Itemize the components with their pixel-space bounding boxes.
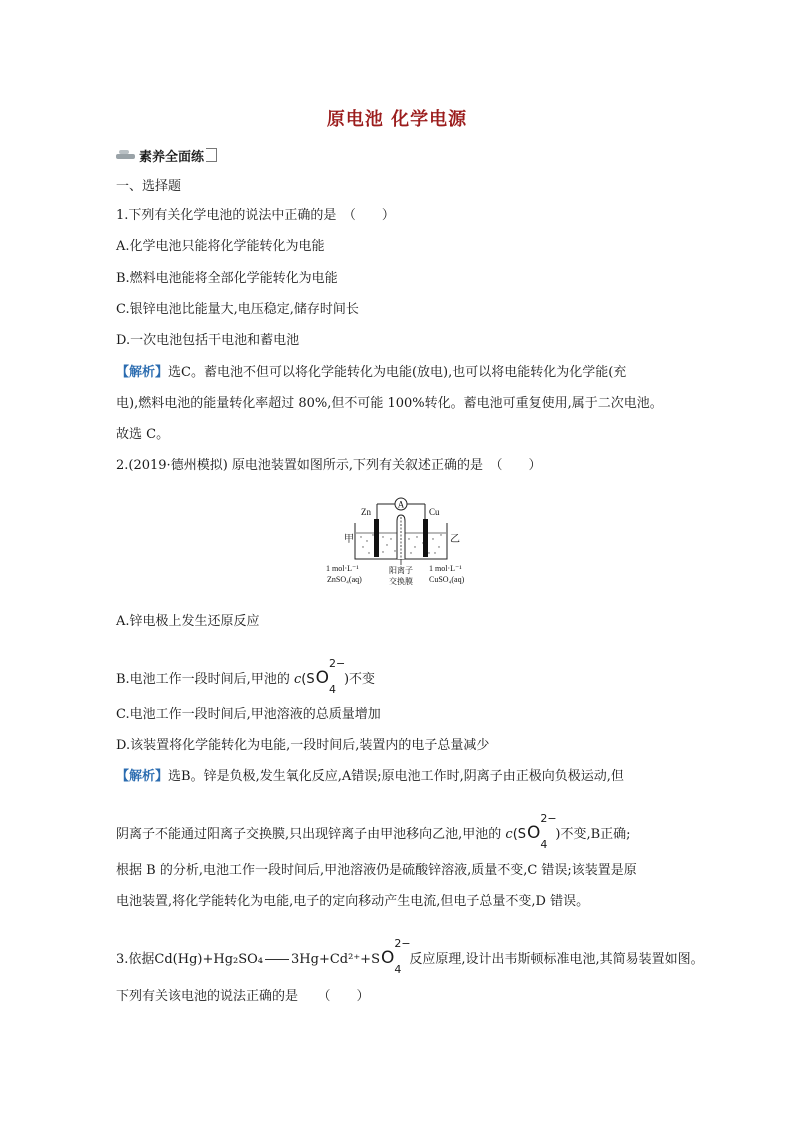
sulfate-ion: O 2− 4 bbox=[527, 812, 557, 851]
right-concentration: 1 mol·L⁻¹ bbox=[429, 564, 462, 573]
tag-bracket-icon bbox=[206, 148, 217, 162]
q1-option-d: D.一次电池包括干电池和蓄电池 bbox=[116, 333, 300, 348]
q3-stem-end: 反应原理,设计出韦斯顿标准电池,其简易装置如图。 bbox=[409, 952, 704, 967]
galvanic-cell-figure bbox=[325, 495, 473, 593]
q2-analysis-line-4: 电池装置,将化学能转化为电能,电子的定向移动产生电流,但电子总量不变,D 错误。 bbox=[116, 894, 590, 909]
q2-option-d: D.该装置将化学能转化为电能,一段时间后,装置内的电子总量减少 bbox=[116, 738, 490, 753]
q1-option-c: C.银锌电池比能量大,电压稳定,储存时间长 bbox=[116, 302, 359, 317]
sulfate-ion: O 2− 4 bbox=[380, 937, 411, 976]
q2-stem: 2.(2019·德州模拟) 原电池装置如图所示,下列有关叙述正确的是 （ ） bbox=[116, 458, 542, 473]
q1-analysis-line-1 bbox=[116, 364, 626, 382]
page-title: 原电池 化学电源 bbox=[326, 109, 468, 130]
analysis-label: 【解析】 bbox=[116, 365, 169, 380]
analysis-text: 选B。锌是负极,发生氧化反应,A错误;原电池工作时,阴离子由正极向负极运动,但 bbox=[168, 769, 624, 784]
q1-analysis-line-2: 电),燃料电池的能量转化率超过 80%,但不可能 100%转化。蓄电池可重复使用,属于二次电池。 bbox=[116, 396, 663, 411]
cell-jia-label: 甲 bbox=[344, 534, 354, 545]
q2-analysis-line-1 bbox=[116, 768, 624, 786]
q2-analysis-line-3: 根据 B 的分析,电池工作一段时间后,甲池溶液仍是硫酸锌溶液,质量不变,C 错误;该装置是原 bbox=[116, 863, 637, 878]
left-solution: ZnSO₄(aq) bbox=[327, 575, 362, 584]
section-tag-label: 素养全面练 bbox=[139, 149, 205, 165]
q2-option-c: C.电池工作一段时间后,甲池溶液的总质量增加 bbox=[116, 707, 381, 722]
zn-label: Zn bbox=[361, 507, 371, 517]
section-heading: 一、选择题 bbox=[116, 179, 182, 194]
cu-label: Cu bbox=[429, 507, 440, 517]
analysis-label: 【解析】 bbox=[116, 769, 169, 784]
q2-option-b-end: )不变 bbox=[343, 672, 376, 687]
pencil-book-icon bbox=[116, 149, 136, 161]
q2-analysis-line-2 bbox=[116, 812, 631, 851]
cell-yi-label: 乙 bbox=[450, 534, 460, 545]
membrane-label-2: 交换膜 bbox=[389, 577, 413, 586]
analysis-text: 选C。蓄电池不但可以将化学能转化为电能(放电),也可以将电能转化为化学能(充 bbox=[168, 365, 627, 380]
membrane-label-1: 阳离子 bbox=[389, 566, 413, 575]
q1-analysis-line-3: 故选 C。 bbox=[116, 427, 170, 442]
analysis-text-end: )不变,B正确; bbox=[555, 827, 631, 842]
q1-stem: 1.下列有关化学电池的说法中正确的是 （ ） bbox=[116, 208, 395, 223]
equation-equals-line bbox=[265, 959, 289, 960]
sulfate-prefix: (S bbox=[301, 672, 315, 687]
section-tag bbox=[116, 147, 217, 163]
sulfate-prefix: (S bbox=[512, 827, 527, 842]
analysis-text: 阴离子不能通过阳离子交换膜,只出现锌离子由甲池移向乙池,甲池的 bbox=[116, 827, 502, 842]
sulfate-ion: O 2− 4 bbox=[315, 657, 346, 696]
left-concentration: 1 mol·L⁻¹ bbox=[326, 564, 359, 573]
q3-products: 3Hg+Cd²⁺+S bbox=[291, 952, 380, 967]
q2-option-b-text: B.电池工作一段时间后,甲池的 bbox=[116, 672, 290, 687]
q3-stem-line-2: 下列有关该电池的说法正确的是 （ ） bbox=[116, 989, 370, 1004]
zn-electrode bbox=[374, 519, 379, 557]
ammeter-label: A bbox=[397, 499, 405, 510]
cu-electrode bbox=[423, 519, 428, 557]
concentration-symbol: c bbox=[505, 827, 513, 842]
concentration-symbol: c bbox=[293, 672, 302, 687]
q3-stem bbox=[116, 937, 704, 976]
q1-option-b: B.燃料电池能将全部化学能转化为电能 bbox=[116, 271, 338, 286]
right-solution: CuSO₄(aq) bbox=[429, 575, 465, 584]
q3-reactants: 3.依据Cd(Hg)+Hg₂SO₄ bbox=[116, 952, 264, 967]
q1-option-a: A.化学电池只能将化学能转化为电能 bbox=[116, 239, 325, 254]
q2-option-b bbox=[116, 657, 376, 696]
q2-option-a: A.锌电极上发生还原反应 bbox=[116, 614, 260, 629]
